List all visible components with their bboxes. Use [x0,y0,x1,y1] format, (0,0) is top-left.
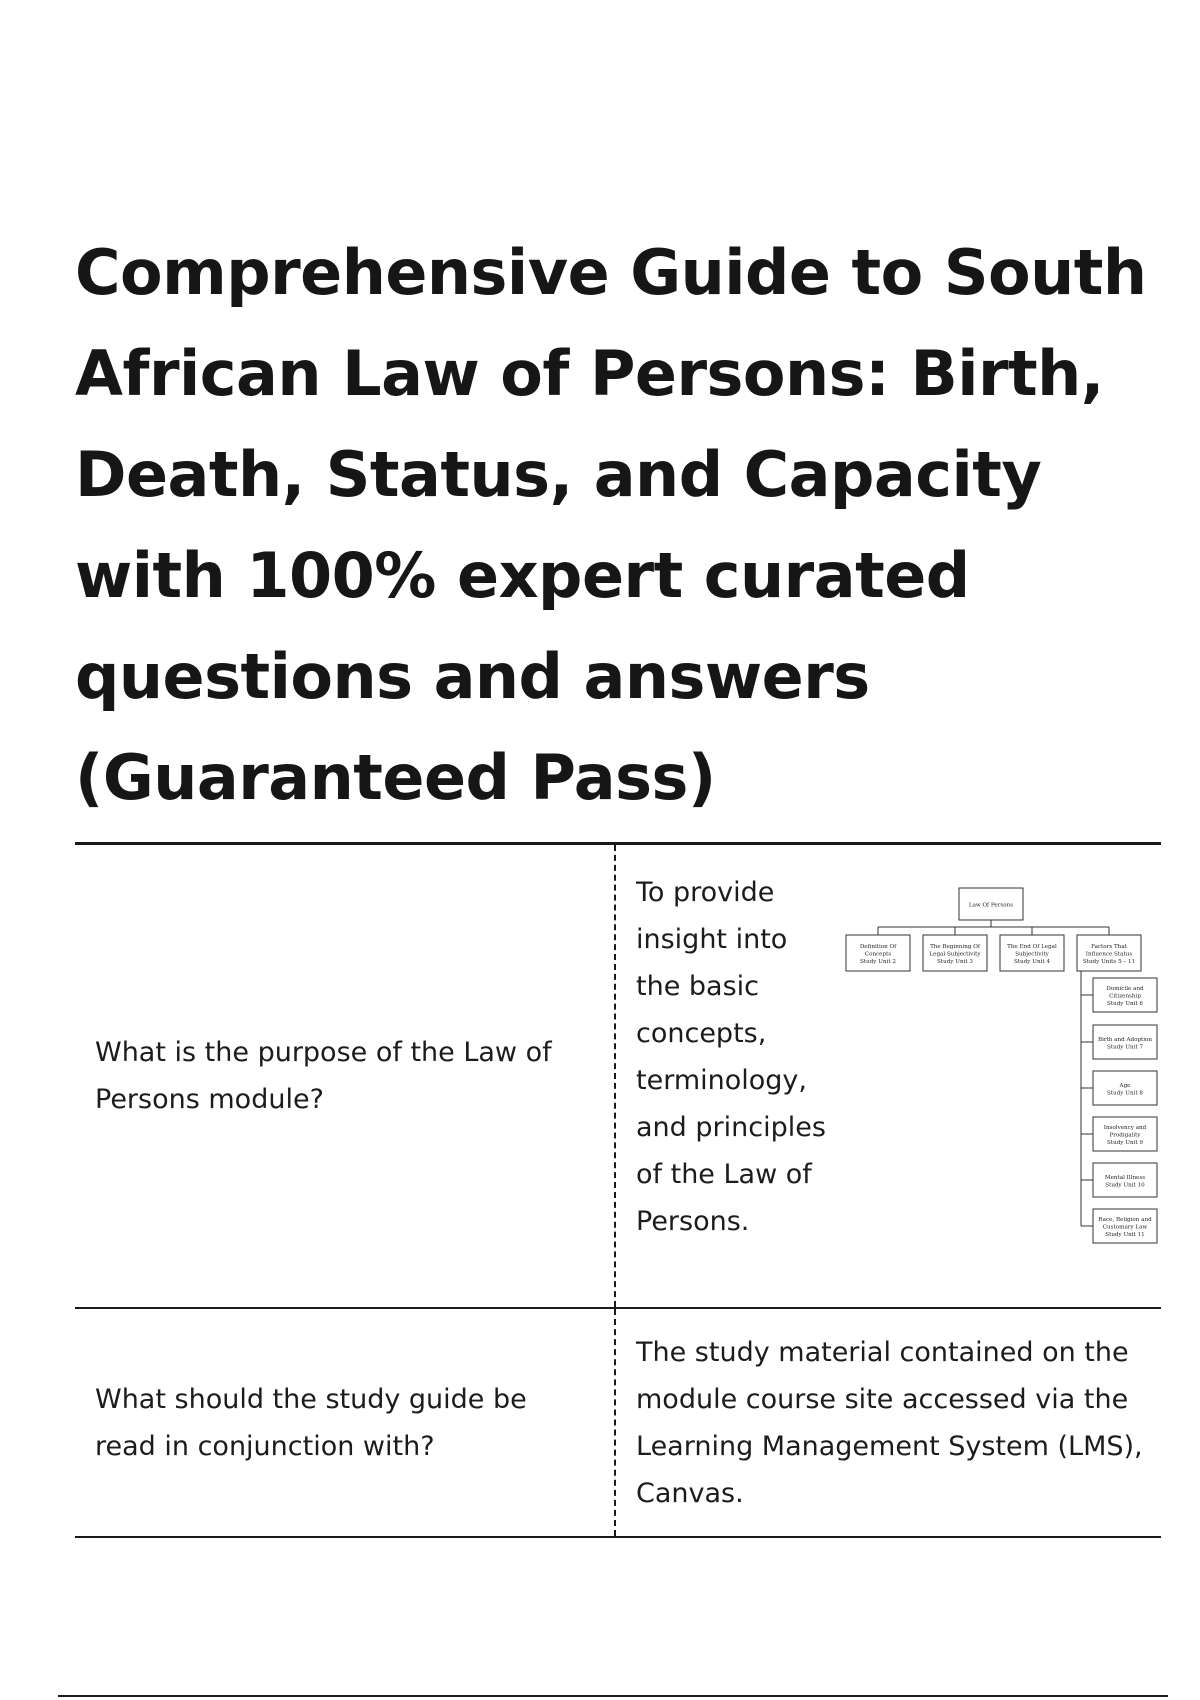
diagram-svg [841,883,1161,1253]
diagram-level1-box-text: Definition Of [859,944,897,950]
question-cell: What is the purpose of the Law of Persons module? [75,845,616,1307]
diagram-level2-box-text: Study Unit 11 [1105,1232,1145,1238]
document-title: Comprehensive Guide to South African Law of Persons: Birth, Death, Status, and Capacity with 100% expert curated questions and answers (Guaranteed Pass) [75,236,1147,814]
qa-row [75,845,1161,1309]
answer-cell: The study material contained on the module course site accessed via the Learning Management System (LMS), Canvas. [636,1337,1143,1509]
diagram-level2-box-text: Study Unit 8 [1107,1090,1143,1097]
diagram-level1-box-text: Concepts [864,951,892,958]
answer-text: To provide insight into the basic concepts, terminology, and principles of the Law of Persons. [636,877,826,1237]
diagram-level2-box-text: Study Unit 7 [1107,1044,1143,1051]
diagram-level1-box-text: Study Unit 4 [1014,959,1050,965]
diagram-level2-box-text: Mental Illness [1104,1174,1146,1181]
diagram-level2-box-text: Birth and Adoption [1097,1036,1153,1043]
diagram-level2-box-text: Study Unit 10 [1105,1182,1145,1189]
diagram-level1-box-text: Factors That [1091,944,1127,950]
diagram-root-box-text: Law Of Persons [968,902,1014,909]
diagram-level2-box-text: Insolvency and [1103,1125,1147,1131]
diagram-level1-box-text: Legal Subjectivity [929,951,981,958]
diagram-level2-box-text: Race, Religion and [1098,1217,1152,1223]
qa-table [75,842,1161,1538]
diagram-level1-box-text: Study Unit 3 [937,959,973,965]
diagram-level2-box-text: Prodigality [1109,1132,1141,1139]
question-cell: What should the study guide be read in conjunction with? [75,1309,616,1536]
diagram-level1-box-text: Study Unit 2 [860,959,896,965]
law-of-persons-diagram [841,883,1161,1253]
diagram-level1-box-text: Subjectivity [1015,951,1049,958]
diagram-level2-box-text: Study Unit 6 [1107,1001,1143,1007]
diagram-level1-box-text: The Beginning Of [930,944,980,950]
diagram-level1-box-text: The End Of Legal [1007,944,1057,950]
diagram-level2-box-text: Citizenship [1109,993,1141,1000]
diagram-level2-box-text: Study Unit 9 [1107,1140,1143,1146]
diagram-level2-box-text: Domicile and [1106,986,1144,992]
diagram-level2-box-text: Age [1119,1082,1131,1089]
page-bottom-rule [58,1695,1168,1697]
diagram-level1-box-text: Study Units 5 – 11 [1082,959,1136,965]
answer-cell [616,845,1161,1307]
qa-row [75,1309,1161,1538]
diagram-level1-box-text: Influence Status [1085,951,1133,958]
diagram-level2-box-text: Customary Law [1102,1224,1148,1231]
